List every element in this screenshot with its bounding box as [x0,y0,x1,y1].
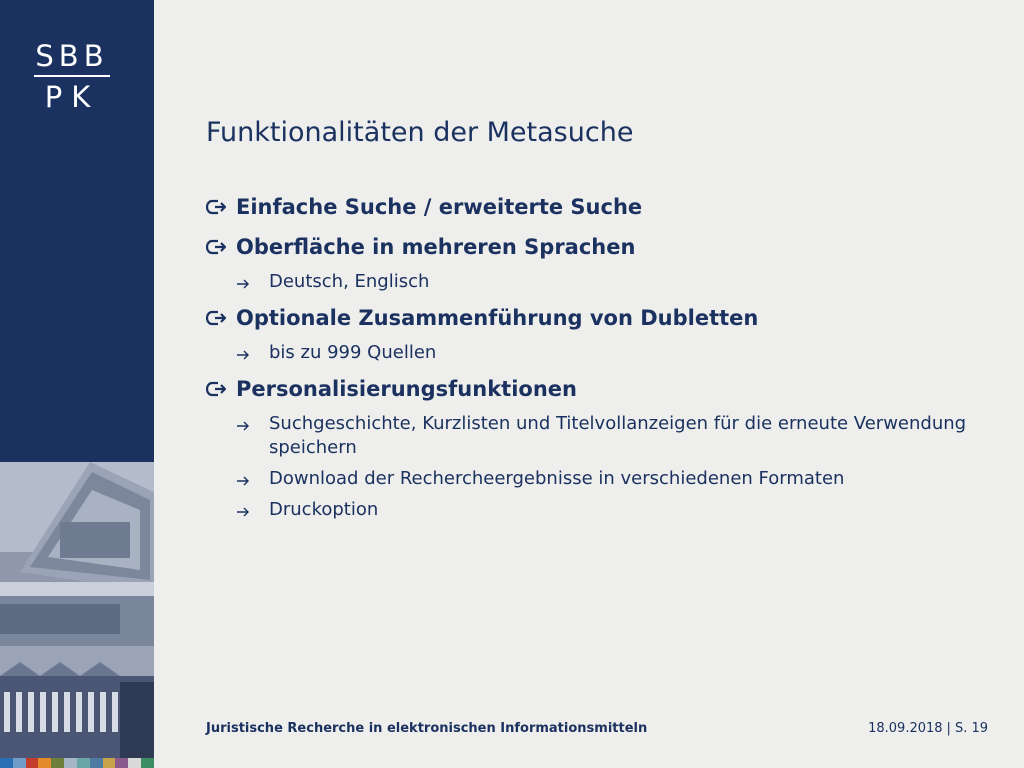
sub-bullet-item [206,270,996,294]
sub-bullet-text: Druckoption [269,499,379,520]
footer-date: 18.09.2018 [868,721,943,736]
arrow-right-icon [236,350,250,360]
curved-arrow-icon [206,239,226,255]
bullet-text: Optionale Zusammenführung von Dubletten [236,306,759,330]
slide-content [206,192,996,531]
sub-bullet-text: Download der Rechercheergebnisse in verschiedenen Formaten [269,468,845,489]
sub-bullet-text: bis zu 999 Quellen [269,342,437,363]
footer-meta [868,721,988,736]
sub-bullet-item [206,412,996,460]
arrow-right-icon [236,421,250,431]
sidebar [0,0,154,768]
bullet-text: Oberfläche in mehreren Sprachen [236,235,636,259]
bullet-item [206,232,996,262]
bullet-item [206,374,996,404]
curved-arrow-icon [206,199,226,215]
sub-bullet-text: Deutsch, Englisch [269,271,430,292]
arrow-right-icon [236,279,250,289]
color-stripe [0,758,154,768]
bullet-item [206,303,996,333]
footer-separator: | [946,721,951,736]
page-number: S. 19 [954,721,988,736]
bullet-item [206,192,996,222]
logo-line-2: PK [44,80,100,114]
sub-bullet-item [206,467,996,491]
bullet-text: Personalisierungsfunktionen [236,377,577,401]
arrow-right-icon [236,476,250,486]
building-photo [0,462,154,758]
sub-bullet-text: Suchgeschichte, Kurzlisten und Titelvollanzeigen für die erneute Verwendung speichern [269,413,967,458]
curved-arrow-icon [206,381,226,397]
sub-bullet-item [206,498,996,522]
curved-arrow-icon [206,310,226,326]
bullet-text: Einfache Suche / erweiterte Suche [236,195,643,219]
arrow-right-icon [236,507,250,517]
sbb-pk-logo [30,40,114,113]
logo-line-1: SBB [35,39,109,73]
sub-bullet-item [206,341,996,365]
slide-title: Funktionalitäten der Metasuche [206,117,634,148]
footer-title: Juristische Recherche in elektronischen Informationsmitteln [206,721,648,736]
logo-rule [34,75,110,77]
